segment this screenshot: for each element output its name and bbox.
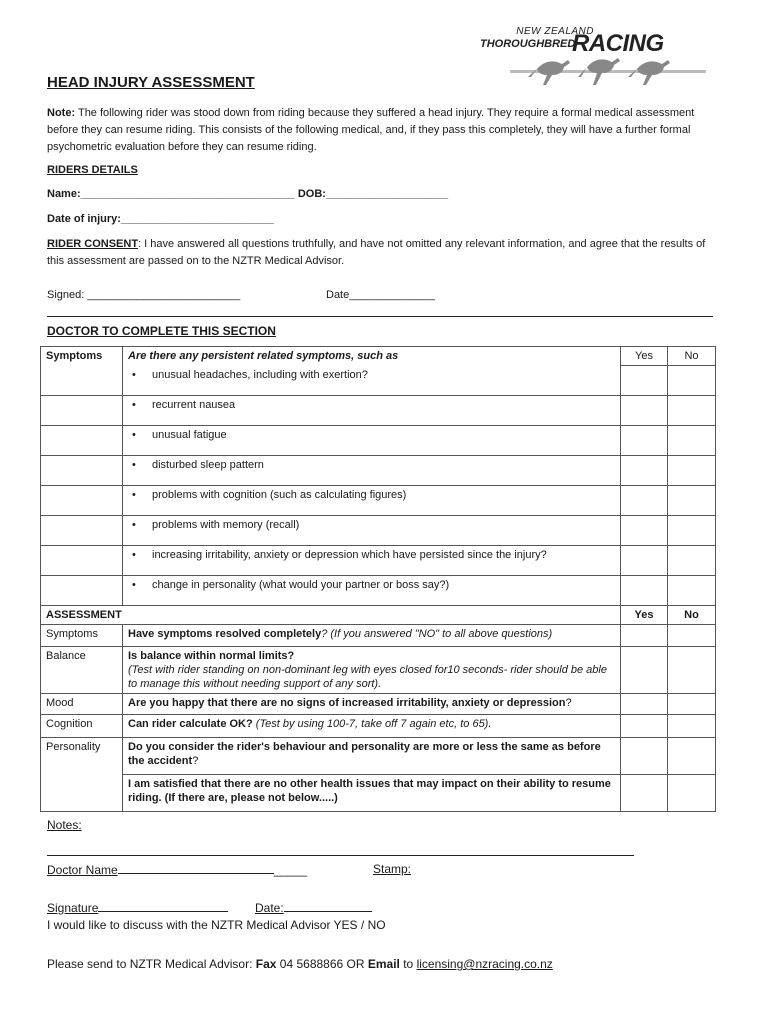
- assessment-row-label: Balance: [41, 647, 123, 694]
- note-text: The following rider was stood down from riding because they suffered a head injury. They require a formal medical assessment before they can resume riding. This consists of the following medical, and, if they pass this completely, they will have a further formal psychometric evaluation before they can resume riding.: [47, 107, 695, 153]
- note-paragraph: [47, 105, 719, 156]
- dob-label: DOB:____________________: [297, 188, 449, 200]
- bullet-icon: •: [132, 368, 136, 381]
- symptoms-col-header: Symptoms: [41, 347, 123, 366]
- date-of-injury-field[interactable]: Date of injury:_________________________: [47, 213, 274, 225]
- symptom-yes-cell[interactable]: [621, 546, 668, 576]
- send-instructions: Please send to NZTR Medical Advisor: Fax 04 5688866 OR Email to licensing@nzracing.co.nz: [47, 957, 553, 971]
- assessment-question: Are you happy that there are no signs of increased irritability, anxiety or depression?: [123, 694, 621, 715]
- assessment-yes-cell[interactable]: [621, 775, 668, 812]
- bullet-icon: •: [132, 399, 136, 411]
- doctor-section-heading: DOCTOR TO COMPLETE THIS SECTION: [47, 324, 276, 338]
- logo-nz-text: NEW ZEALAND: [516, 26, 594, 37]
- notes-label: Notes:: [47, 818, 82, 832]
- page-title: HEAD INJURY ASSESSMENT: [47, 74, 255, 91]
- nztr-logo: [480, 26, 710, 92]
- symptom-item: • disturbed sleep pattern: [123, 456, 621, 486]
- name-field[interactable]: [47, 188, 448, 200]
- section-divider: [47, 316, 713, 317]
- symptom-no-cell[interactable]: [668, 456, 716, 486]
- symptoms-table: [40, 346, 716, 812]
- signature-field[interactable]: [47, 900, 228, 915]
- assessment-row-label: Personality: [41, 738, 123, 775]
- assessment-question: Do you consider the rider's behaviour and personality are more or less the same as before the accident?: [123, 738, 621, 775]
- assessment-no-header: No: [668, 606, 716, 625]
- assessment-no-cell[interactable]: [668, 738, 716, 775]
- bullet-icon: •: [132, 459, 136, 471]
- doctor-name-field[interactable]: [47, 862, 307, 877]
- assessment-yes-cell[interactable]: [621, 694, 668, 715]
- horses-icon: [510, 56, 710, 90]
- bullet-icon: •: [132, 429, 136, 441]
- assessment-yes-cell[interactable]: [621, 625, 668, 647]
- rider-consent-paragraph: [47, 236, 719, 270]
- assessment-row-label: [41, 775, 123, 812]
- consent-label: RIDER CONSENT: [47, 238, 139, 250]
- symptom-yes-cell[interactable]: [621, 516, 668, 546]
- note-label: Note:: [47, 107, 76, 119]
- bullet-icon: •: [132, 549, 136, 561]
- consent-text: : I have answered all questions truthfully, and have not omitted any relevant information, and agree that the results of this assessment are passed on to the NZTR Medical Advisor.: [47, 238, 706, 267]
- footer-date-field[interactable]: [255, 900, 372, 915]
- assessment-no-cell[interactable]: [668, 694, 716, 715]
- footer-date-label: Date:: [255, 901, 284, 915]
- discuss-line: I would like to discuss with the NZTR Medical Advisor YES / NO: [47, 918, 386, 932]
- assessment-row-label: Symptoms: [41, 625, 123, 647]
- assessment-no-cell[interactable]: [668, 775, 716, 812]
- symptom-no-cell[interactable]: [668, 426, 716, 456]
- symptom-item: • unusual headaches, including with exertion?: [123, 366, 621, 396]
- symptom-no-cell[interactable]: [668, 576, 716, 606]
- assessment-yes-header: Yes: [621, 606, 668, 625]
- symptom-no-cell[interactable]: [668, 546, 716, 576]
- assessment-no-cell[interactable]: [668, 647, 716, 694]
- logo-thoroughbred-text: THOROUGHBRED: [480, 38, 576, 50]
- name-label: Name:___________________________________: [47, 188, 295, 200]
- symptom-no-cell[interactable]: [668, 516, 716, 546]
- signature-label: Signature: [47, 901, 99, 915]
- symptom-yes-cell[interactable]: [621, 486, 668, 516]
- signed-field[interactable]: Signed: _________________________: [47, 289, 241, 301]
- assessment-no-cell[interactable]: [668, 625, 716, 647]
- yes-col-header: Yes: [621, 347, 668, 366]
- riders-details-heading: RIDERS DETAILS: [47, 164, 138, 176]
- symptom-item: • increasing irritability, anxiety or depression which have persisted since the injury?: [123, 546, 621, 576]
- symptom-item: • unusual fatigue: [123, 426, 621, 456]
- assessment-question: Is balance within normal limits? (Test with rider standing on non-dominant leg with eyes closed for10 seconds- rider should be able to manage this without needing support of any sort).: [123, 647, 621, 694]
- assessment-row-label: Mood: [41, 694, 123, 715]
- assessment-yes-cell[interactable]: [621, 715, 668, 738]
- assessment-question: Can rider calculate OK? (Test by using 100-7, take off 7 again etc, to 65).: [123, 715, 621, 738]
- symptom-item: • problems with cognition (such as calculating figures): [123, 486, 621, 516]
- bullet-icon: •: [132, 579, 136, 591]
- logo-racing-text: RACING: [572, 30, 664, 57]
- symptom-yes-cell[interactable]: [621, 576, 668, 606]
- symptom-yes-cell[interactable]: [621, 426, 668, 456]
- email-link[interactable]: licensing@nzracing.co.nz: [416, 957, 553, 971]
- stamp-label: Stamp:: [373, 862, 412, 876]
- assessment-row-label: Cognition: [41, 715, 123, 738]
- assessment-no-cell[interactable]: [668, 715, 716, 738]
- notes-line[interactable]: [47, 855, 634, 856]
- bullet-icon: •: [132, 519, 136, 531]
- doctor-name-label: Doctor Name: [47, 863, 118, 877]
- symptom-no-cell[interactable]: [668, 396, 716, 426]
- symptom-no-cell[interactable]: [668, 366, 716, 396]
- symptom-yes-cell[interactable]: [621, 396, 668, 426]
- symptom-yes-cell[interactable]: [621, 366, 668, 396]
- symptom-yes-cell[interactable]: [621, 456, 668, 486]
- symptoms-question: Are there any persistent related symptoms, such as: [123, 347, 621, 366]
- symptom-item: • problems with memory (recall): [123, 516, 621, 546]
- consent-date-field[interactable]: Date______________: [326, 289, 435, 301]
- assessment-yes-cell[interactable]: [621, 738, 668, 775]
- symptom-item: • change in personality (what would your partner or boss say?): [123, 576, 621, 606]
- assessment-heading: ASSESSMENT: [41, 606, 621, 625]
- symptom-item: • recurrent nausea: [123, 396, 621, 426]
- doctor-name-blank: _____: [273, 863, 308, 877]
- symptom-no-cell[interactable]: [668, 486, 716, 516]
- no-col-header: No: [668, 347, 716, 366]
- bullet-icon: •: [132, 489, 136, 501]
- assessment-question: I am satisfied that there are no other health issues that may impact on their ability to resume riding. (If there are, please not below.....): [123, 775, 621, 812]
- assessment-yes-cell[interactable]: [621, 647, 668, 694]
- assessment-question: Have symptoms resolved completely? (If you answered "NO" to all above questions): [123, 625, 621, 647]
